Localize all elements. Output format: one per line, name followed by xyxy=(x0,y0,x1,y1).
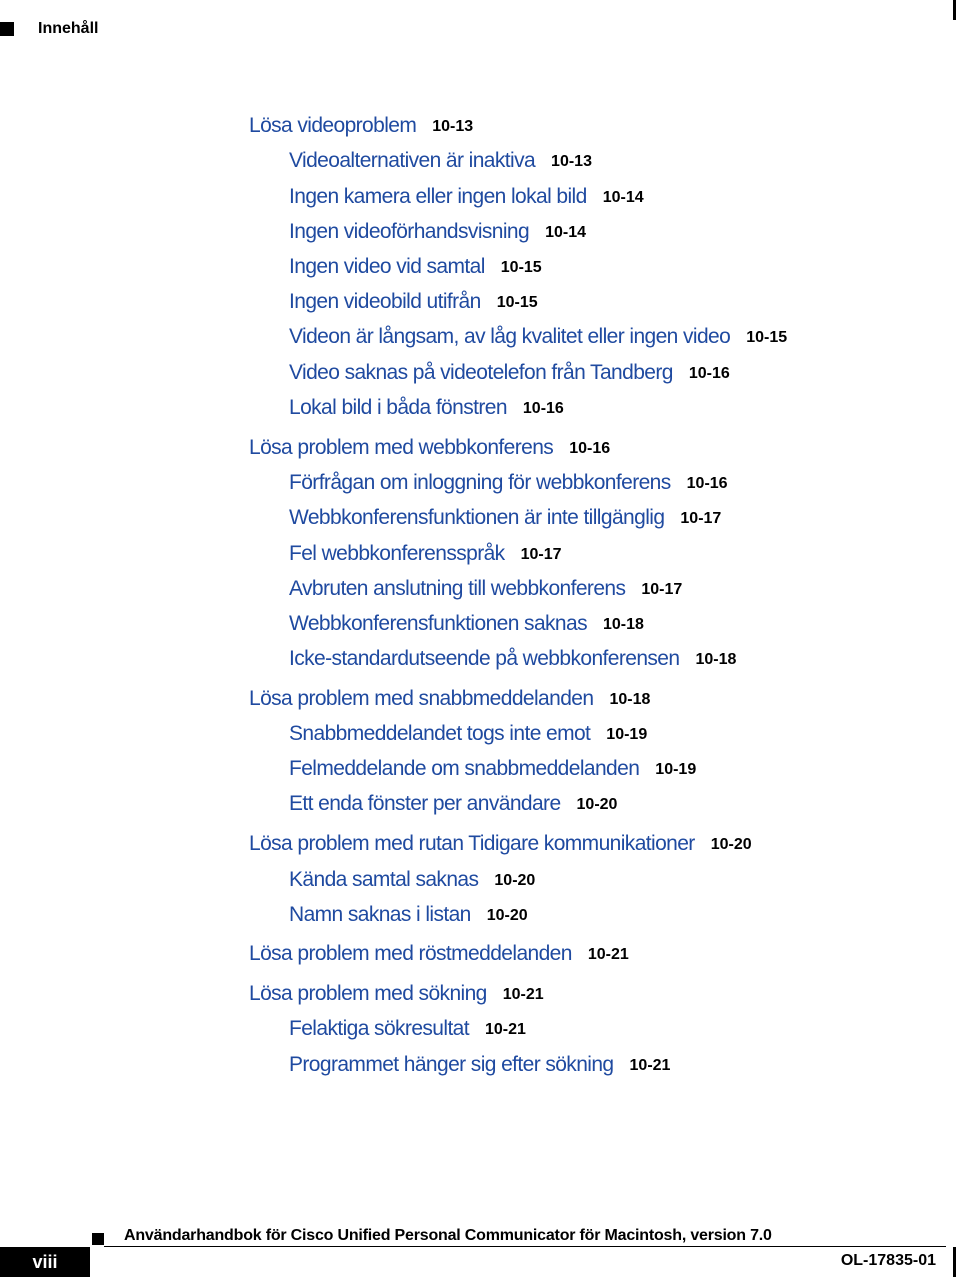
footer-rule xyxy=(104,1246,946,1247)
toc-entry-l2[interactable] xyxy=(289,577,682,601)
toc-page-number: 10-16 xyxy=(522,400,564,417)
footer-document-title: Användarhandbok för Cisco Unified Personal Communicator för Macintosh, version 7.0 xyxy=(124,1227,772,1244)
toc-page-number: 10-18 xyxy=(695,651,737,668)
toc-page-number: 10-21 xyxy=(502,986,544,1003)
toc-entry-l1[interactable] xyxy=(249,982,544,1006)
toc-page-number: 10-16 xyxy=(688,365,730,382)
toc-entry-l1[interactable] xyxy=(249,687,650,711)
toc-page-number: 10-15 xyxy=(496,294,538,311)
toc-entry-title: Ingen videobild utifrån xyxy=(289,290,481,313)
toc-entry-l1[interactable] xyxy=(249,942,629,966)
toc-entry-l2[interactable] xyxy=(289,1053,670,1077)
toc-page-number: 10-18 xyxy=(609,691,651,708)
footer-edge-bar xyxy=(953,1247,956,1277)
toc-page-number: 10-14 xyxy=(602,189,644,206)
toc-entry-l2[interactable] xyxy=(289,471,728,495)
toc-entry-l2[interactable] xyxy=(289,396,564,420)
toc-entry-l2[interactable] xyxy=(289,903,528,927)
toc-page-number: 10-21 xyxy=(629,1057,671,1074)
toc-entry-l2[interactable] xyxy=(289,722,647,746)
toc-entry-title: Webbkonferensfunktionen saknas xyxy=(289,612,587,635)
toc-page-number: 10-20 xyxy=(576,796,618,813)
toc-page-number: 10-13 xyxy=(551,153,592,170)
toc-entry-l2[interactable] xyxy=(289,792,617,816)
toc-entry-title: Lösa problem med rutan Tidigare kommunikationer xyxy=(249,832,695,855)
toc-entry-l2[interactable] xyxy=(289,1017,526,1041)
toc-entry-l2[interactable] xyxy=(289,149,592,173)
toc-page-number: 10-21 xyxy=(587,946,629,963)
toc-entry-title: Programmet hänger sig efter sökning xyxy=(289,1053,614,1076)
toc-entry-title: Lösa problem med webbkonferens xyxy=(249,436,554,459)
toc-page-number: 10-17 xyxy=(641,581,683,598)
toc-page-number: 10-17 xyxy=(520,546,562,563)
toc-entry-l1[interactable] xyxy=(249,436,610,460)
footer-marker xyxy=(92,1233,104,1245)
toc-page-number: 10-16 xyxy=(686,475,728,492)
toc-entry-l2[interactable] xyxy=(289,325,787,349)
toc-page-number: 10-19 xyxy=(606,726,648,743)
toc-page-number: 10-15 xyxy=(746,329,788,346)
toc-entry-title: Ett enda fönster per användare xyxy=(289,792,561,815)
toc-entry-title: Kända samtal saknas xyxy=(289,868,479,891)
toc-entry-title: Felaktiga sökresultat xyxy=(289,1017,469,1040)
toc-entry-title: Namn saknas i listan xyxy=(289,903,471,926)
toc-entry-title: Lösa videoproblem xyxy=(249,114,417,137)
toc-entry-l2[interactable] xyxy=(289,361,730,385)
toc-entry-l2[interactable] xyxy=(289,290,538,314)
toc-entry-title: Lösa problem med snabbmeddelanden xyxy=(249,687,594,710)
toc-entry-title: Video saknas på videotelefon från Tandberg xyxy=(289,361,673,384)
toc-page-number: 10-19 xyxy=(655,761,697,778)
toc-entry-l2[interactable] xyxy=(289,868,535,892)
toc-entry-l2[interactable] xyxy=(289,220,586,244)
toc-entry-title: Lösa problem med röstmeddelanden xyxy=(249,942,572,965)
toc-entry-l2[interactable] xyxy=(289,757,696,781)
toc-page-number: 10-15 xyxy=(500,259,542,276)
toc-page-number: 10-20 xyxy=(494,872,536,889)
toc-entry-title: Förfrågan om inloggning för webbkonferens xyxy=(289,471,671,494)
page-number: viii xyxy=(0,1247,90,1277)
toc-entry-title: Webbkonferensfunktionen är inte tillgänglig xyxy=(289,506,665,529)
toc-entry-title: Fel webbkonferensspråk xyxy=(289,542,505,565)
toc-entry-l2[interactable] xyxy=(289,647,736,671)
toc-page-number: 10-18 xyxy=(603,616,644,633)
toc-entry-title: Felmeddelande om snabbmeddelanden xyxy=(289,757,640,780)
toc-entry-title: Lokal bild i båda fönstren xyxy=(289,396,507,419)
toc-page-number: 10-20 xyxy=(486,907,528,924)
toc-entry-l2[interactable] xyxy=(289,255,542,279)
toc-entry-title: Videon är långsam, av låg kvalitet eller ingen video xyxy=(289,325,731,348)
toc-entry-title: Ingen video vid samtal xyxy=(289,255,485,278)
toc-entry-l2[interactable] xyxy=(289,612,644,636)
toc-entry-title: Icke-standardutseende på webbkonferensen xyxy=(289,647,680,670)
header-edge-bar xyxy=(953,0,956,20)
toc-entry-l2[interactable] xyxy=(289,506,721,530)
toc-page-number: 10-20 xyxy=(710,836,752,853)
header-marker xyxy=(0,22,14,36)
toc-entry-title: Avbruten anslutning till webbkonferens xyxy=(289,577,626,600)
toc-entry-l2[interactable] xyxy=(289,185,644,209)
toc-entry-l2[interactable] xyxy=(289,542,562,566)
toc-entry-title: Ingen kamera eller ingen lokal bild xyxy=(289,185,587,208)
running-header: Innehåll xyxy=(38,20,99,37)
toc-page-number: 10-13 xyxy=(432,118,474,135)
toc-page-number: 10-17 xyxy=(680,510,722,527)
toc-entry-l1[interactable] xyxy=(249,114,473,138)
toc-page-number: 10-16 xyxy=(569,440,611,457)
toc-entry-title: Ingen videoförhandsvisning xyxy=(289,220,530,243)
toc-entry-title: Lösa problem med sökning xyxy=(249,982,487,1005)
toc-entry-title: Snabbmeddelandet togs inte emot xyxy=(289,722,591,745)
toc-entry-title: Videoalternativen är inaktiva xyxy=(289,149,536,172)
document-number: OL-17835-01 xyxy=(840,1252,936,1269)
toc-page-number: 10-14 xyxy=(545,224,587,241)
toc-page-number: 10-21 xyxy=(485,1021,526,1038)
toc-entry-l1[interactable] xyxy=(249,832,752,856)
